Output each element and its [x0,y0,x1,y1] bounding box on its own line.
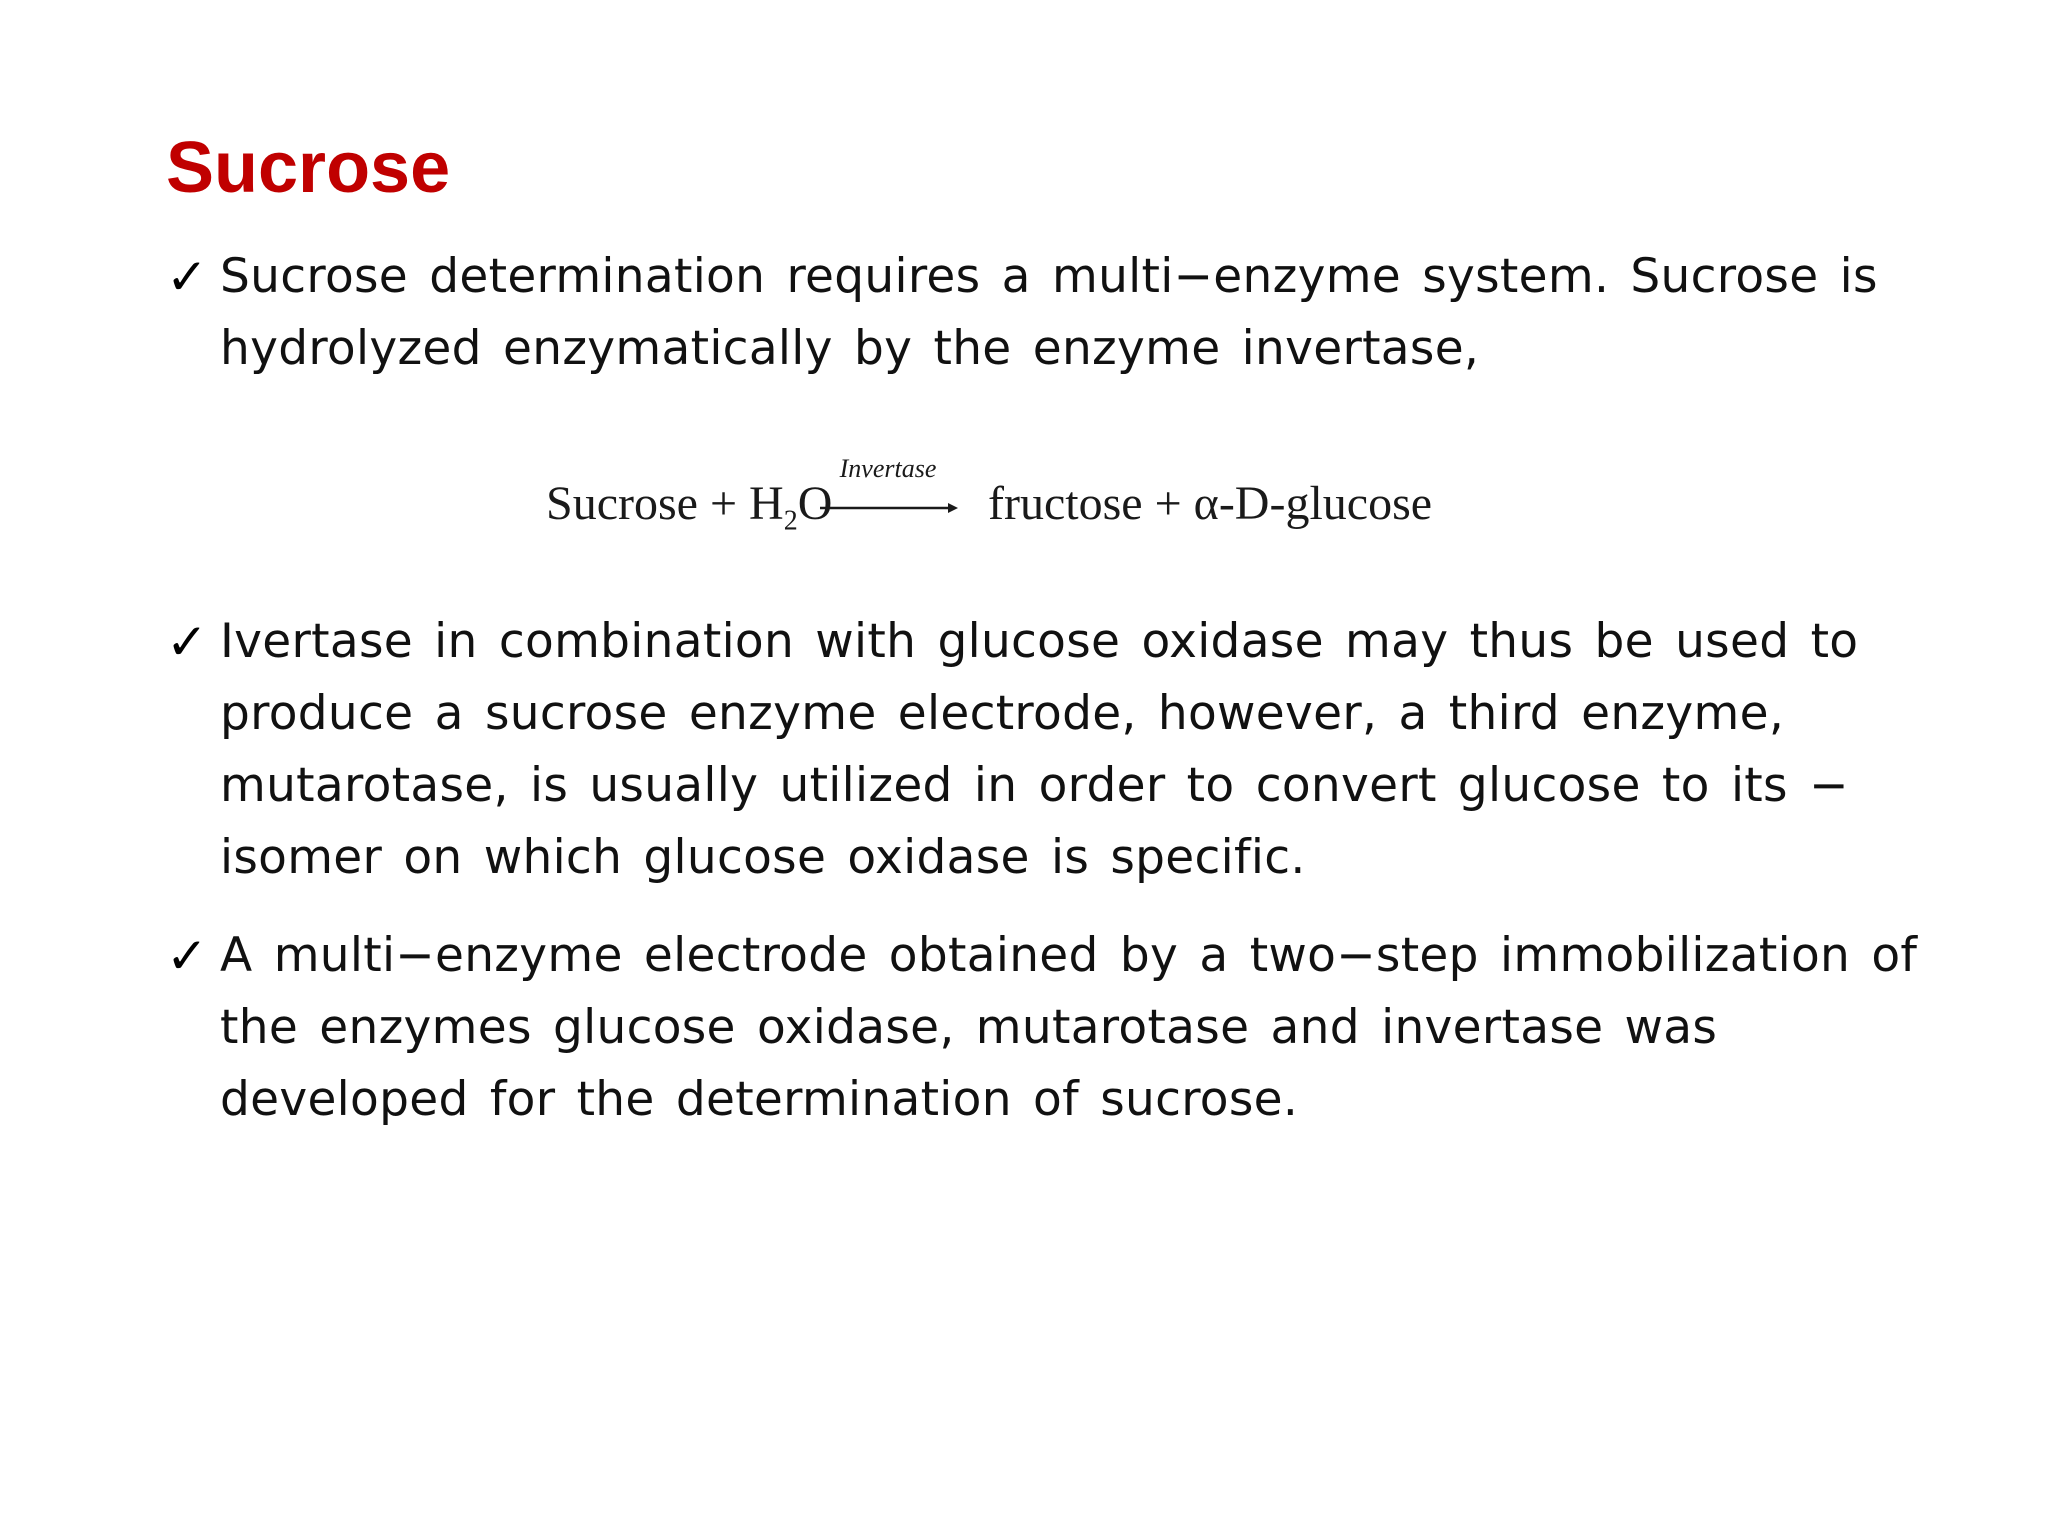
bullet-item [166,920,1926,1136]
equation-products: fructose + α-D-glucose [988,477,1433,530]
check-mark-icon: ✓ [166,613,208,671]
enzyme-label: Invertase [839,454,937,483]
bullet-item [166,241,1926,385]
bullet-text: Sucrose determination requires a multi−enzyme system. Sucrose is hydrolyzed enzymatically by the enzyme invertase, [220,249,1878,376]
bullet-item [166,606,1926,894]
check-mark-icon: ✓ [166,248,208,306]
reactants-text: Sucrose + H [546,477,784,530]
reactants-text-end: O [797,477,833,530]
reaction-equation [540,440,1433,550]
equation-reactants [546,474,833,537]
slide-title: Sucrose [166,128,451,208]
check-mark-icon: ✓ [166,927,208,985]
reaction-arrow [816,454,960,544]
bullet-text: A multi−enzyme electrode obtained by a two−step immobilization of the enzymes glucose oxidase, mutarotase and invertase was developed for the determination of sucrose. [220,928,1918,1127]
bullet-text: Ivertase in combination with glucose oxidase may thus be used to produce a sucrose enzyme electrode, however, a third enzyme, mutarotase, is usually utilized in order to convert glucose to its − isomer on which glucose oxidase is specific. [220,614,1859,885]
right-arrow-icon [816,498,960,518]
water-subscript: 2 [783,505,798,537]
